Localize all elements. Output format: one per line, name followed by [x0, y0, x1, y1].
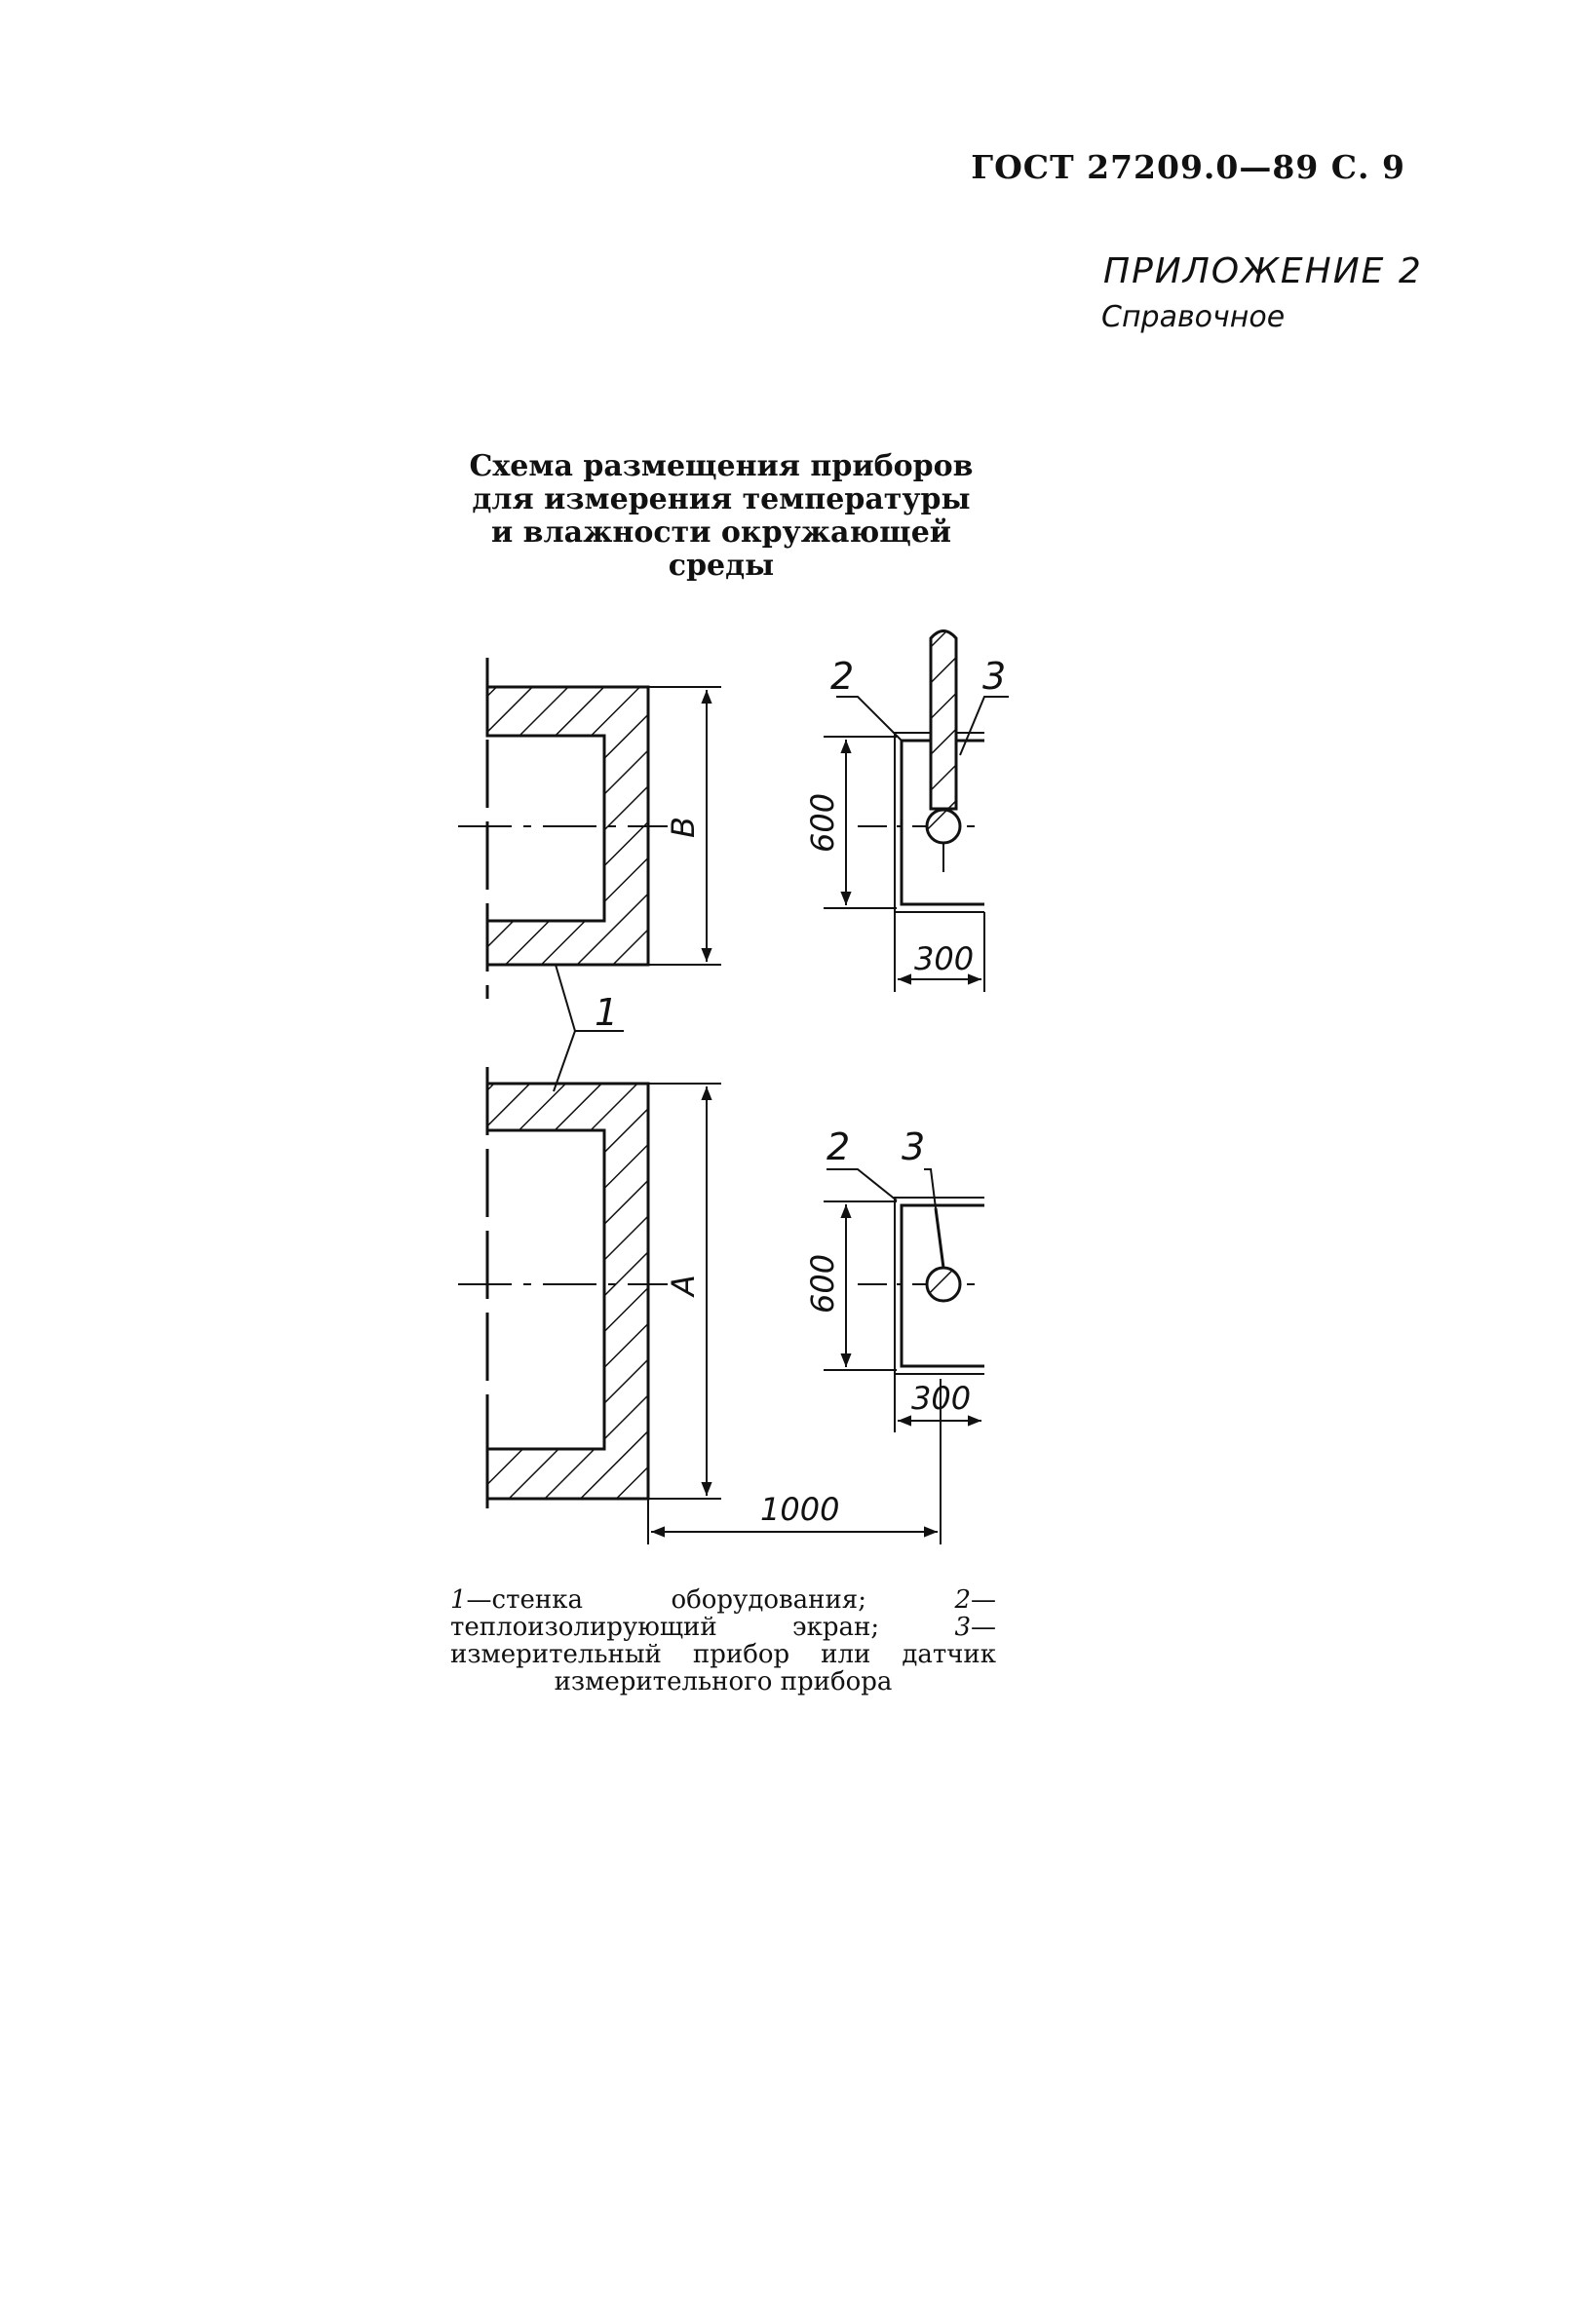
- appendix-subtitle: Справочное: [1101, 300, 1286, 334]
- figure-legend: [450, 1586, 996, 1695]
- distance-label: 1000: [760, 1491, 840, 1528]
- page-header: ГОСТ 27209.0—89 С. 9: [971, 148, 1405, 186]
- label-screen-bottom: 2: [826, 1125, 851, 1168]
- dim-a-label: A: [665, 1275, 702, 1296]
- equipment-wall-bottom: [458, 1067, 941, 1544]
- legend-text-1: —стенка оборудования;: [466, 1585, 955, 1615]
- label-device-bottom: 3: [902, 1125, 926, 1168]
- label-device-top: 3: [982, 655, 1007, 698]
- figure-title: Схема размещения приборов для измерения температуры и влажности окружающей среды: [469, 449, 974, 583]
- sensor-bottom: [924, 1169, 960, 1301]
- appendix-title: ПРИЛОЖЕНИЕ 2: [1103, 251, 1423, 291]
- width-bottom-label: 300: [911, 1380, 972, 1417]
- legend-num-2: 2: [954, 1585, 971, 1615]
- width-top-label: 300: [914, 940, 975, 977]
- label-screen-top: 2: [830, 655, 855, 698]
- legend-text-2: —теплоизолирующий экран;: [450, 1585, 996, 1642]
- height-bottom-label: 600: [804, 1253, 841, 1314]
- height-top-label: 600: [804, 792, 841, 853]
- dim-b-label: B: [665, 817, 702, 838]
- label-wall: 1: [595, 991, 619, 1034]
- legend-num-3: 3: [954, 1613, 971, 1642]
- legend-text-3: —измерительный прибор или датчик измерительного прибора: [450, 1613, 996, 1696]
- legend-num-1: 1: [450, 1585, 467, 1615]
